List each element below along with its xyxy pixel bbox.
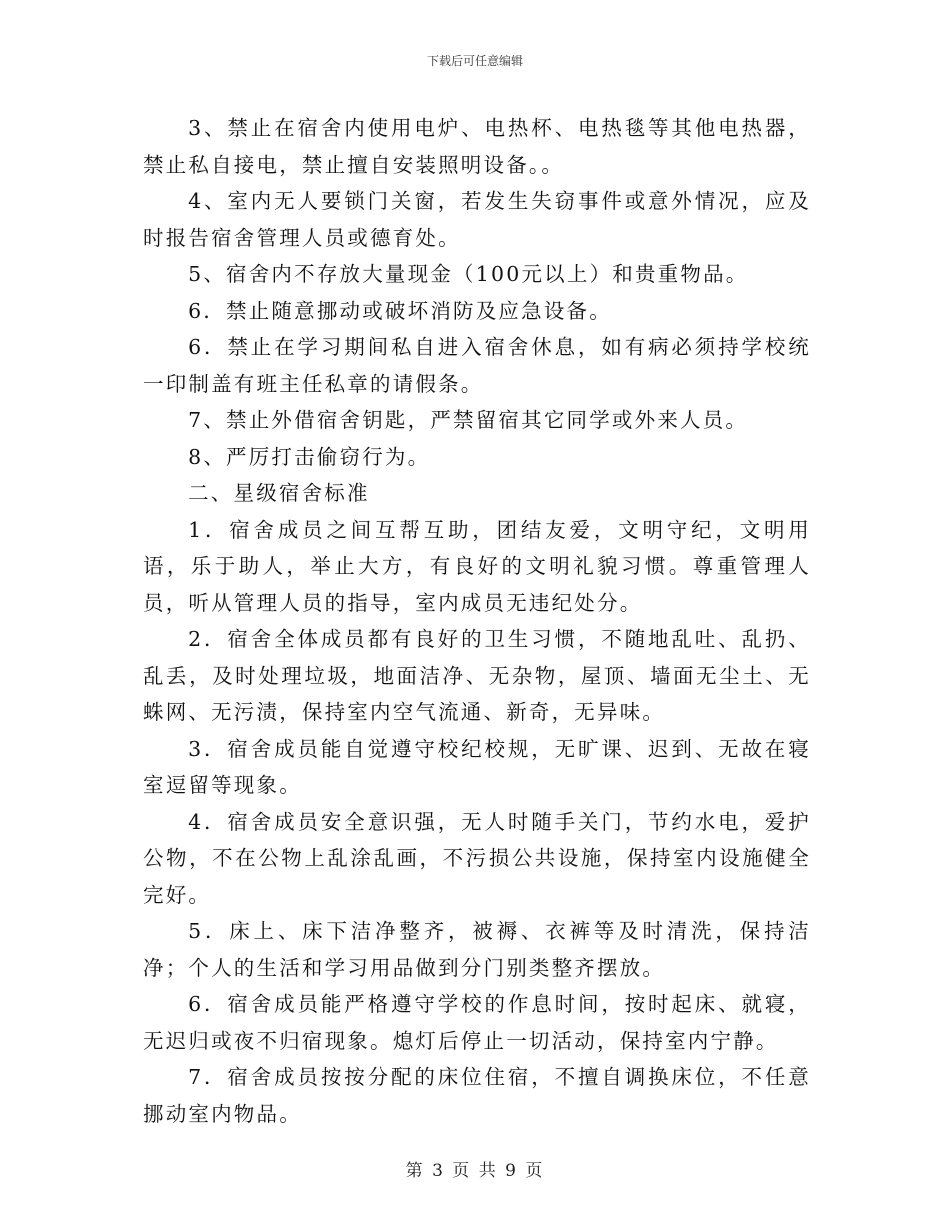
standard-2-hygiene: 2．宿舍全体成员都有良好的卫生习惯，不随地乱吐、乱扔、乱丢，及时处理垃圾，地面洁净、无杂物，屋顶、墙面无尘土、无蛛网、无污渍，保持室内空气流通、新奇，无异味。 <box>143 627 811 724</box>
standard-6-schedule: 6．宿舍成员能严格遵守学校的作息时间，按时起床、就寝，无迟归或夜不归宿现象。熄灯后停止一切活动，保持室内宁静。 <box>143 992 811 1053</box>
standard-7-bed-assignment: 7．宿舍成员按按分配的床位住宿，不擅自调换床位，不任意挪动室内物品。 <box>143 1065 811 1126</box>
standard-1-mutual-help: 1．宿舍成员之间互帮互助，团结友爱，文明守纪，文明用语，乐于助人，举止大方，有良好的文明礼貌习惯。尊重管理人员，听从管理人员的指导，室内成员无违纪处分。 <box>143 517 811 615</box>
rule-8-theft: 8、严厉打击偷窃行为。 <box>188 444 431 469</box>
page-footer: 第 3 页 共 9 页 <box>405 1161 545 1181</box>
section-heading-star-dorm-standards: 二、星级宿舍标准 <box>188 481 370 505</box>
standard-3-discipline: 3．宿舍成员能自觉遵守校纪校规，无旷课、迟到、无故在寝室逗留等现象。 <box>143 736 811 797</box>
rule-4-lock-doors: 4、室内无人要锁门关窗，若发生失窃事件或意外情况，应及时报告宿舍管理人员或德育处。 <box>143 189 811 250</box>
rule-3-electric-appliances: 3、禁止在宿舍内使用电炉、电热杯、电热毯等其他电热器，禁止私自接电，禁止擅自安装照明设备。。 <box>143 116 811 177</box>
rule-7-keys-guests: 7、禁止外借宿舍钥匙，严禁留宿其它同学或外来人员。 <box>188 408 749 432</box>
rule-6-study-time-rest: 6．禁止在学习期间私自进入宿舍休息，如有病必须持学校统一印制盖有班主任私章的请假条。 <box>143 335 811 396</box>
page-header: 下载后可任意编辑 <box>426 54 523 68</box>
document-body <box>143 110 811 1132</box>
standard-4-safety: 4．宿舍成员安全意识强，无人时随手关门，节约水电，爱护公物，不在公物上乱涂乱画，不污损公共设施，保持室内设施健全完好。 <box>143 809 811 907</box>
standard-5-tidiness: 5．床上、床下洁净整齐，被褥、衣裤等及时清洗，保持洁净；个人的生活和学习用品做到分门别类整齐摆放。 <box>143 919 811 980</box>
rule-6-fire-equipment: 6．禁止随意挪动或破坏消防及应急设备。 <box>188 298 612 323</box>
rule-5-cash-valuables: 5、宿舍内不存放大量现金（100元以上）和贵重物品。 <box>188 262 749 286</box>
